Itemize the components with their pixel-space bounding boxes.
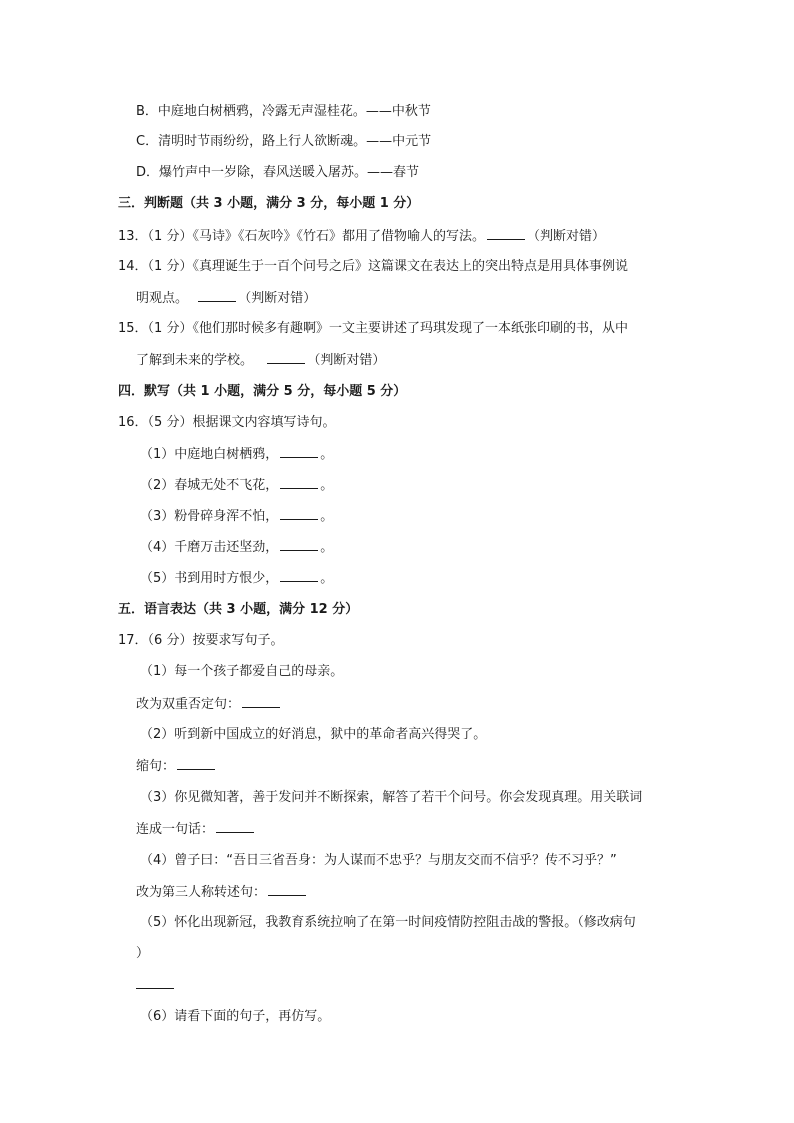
- question-15-suffix: （判断对错）: [307, 353, 386, 368]
- task-label: 改为第三人称转述句：: [136, 885, 267, 900]
- poem-item-5: [140, 569, 333, 588]
- option-b: B．中庭地白树栖鸦，冷露无声湿桂花。——中秋节: [136, 104, 431, 119]
- sentence-5-answer: [136, 976, 176, 995]
- poem-item-4: [140, 538, 333, 557]
- sentence-5-line-1: （5）怀化出现新冠，我教育系统拉响了在第一时间疫情防控阻击战的警报。（修改病句: [140, 915, 636, 930]
- question-15-text: 了解到未来的学校。: [136, 353, 254, 368]
- question-16: 16．（5 分）根据课文内容填写诗句。: [118, 415, 336, 430]
- question-13-text: 13．（1 分）《马诗》《石灰吟》《竹石》都用了借物喻人的写法。: [118, 229, 485, 244]
- option-c: C．清明时节雨纷纷，路上行人欲断魂。——中元节: [136, 134, 432, 149]
- sentence-2: （2）听到新中国成立的好消息，狱中的革命者高兴得哭了。: [140, 727, 487, 742]
- answer-blank: [280, 538, 318, 551]
- section-4-heading: 四．默写（共 1 小题，满分 5 分，每小题 5 分）: [118, 384, 407, 399]
- answer-blank: [268, 883, 306, 896]
- answer-blank: [267, 351, 305, 364]
- question-17: 17．（6 分）按要求写句子。: [118, 633, 284, 648]
- poem-item-end: 。: [320, 571, 334, 586]
- answer-blank: [280, 569, 318, 582]
- sentence-6: （6）请看下面的句子，再仿写。: [140, 1009, 331, 1024]
- poem-item-text: （2）春城无处不飞花，: [140, 478, 279, 493]
- poem-item-end: 。: [320, 509, 334, 524]
- poem-item-end: 。: [320, 478, 334, 493]
- answer-blank: [216, 820, 254, 833]
- poem-item-text: （4）千磨万击还坚劲，: [140, 540, 279, 555]
- answer-blank: [280, 507, 318, 520]
- poem-item-end: 。: [320, 447, 334, 462]
- poem-item-end: 。: [320, 540, 334, 555]
- answer-blank: [487, 227, 525, 240]
- task-label: 连成一句话：: [136, 822, 215, 837]
- poem-item-1: [140, 445, 333, 464]
- poem-item-text: （1）中庭地白树栖鸦，: [140, 447, 279, 462]
- question-13: [118, 227, 605, 246]
- answer-blank: [280, 476, 318, 489]
- sentence-5-line-2: ）: [136, 946, 150, 961]
- sentence-4-task: [136, 883, 308, 902]
- task-label: 改为双重否定句：: [136, 697, 241, 712]
- question-15-line-1: 15．（1 分）《他们那时候多有趣啊》一文主要讲述了玛琪发现了一本纸张印刷的书，从中: [118, 321, 628, 336]
- question-14-line-1: 14．（1 分）《真理诞生于一百个问号之后》这篇课文在表达上的突出特点是用具体事例说: [118, 259, 628, 274]
- question-14-line-2: [136, 289, 316, 308]
- answer-blank: [242, 695, 280, 708]
- sentence-3-line-1: （3）你见微知著，善于发问并不断探索，解答了若干个问号。你会发现真理。用关联词: [140, 790, 643, 805]
- question-15-line-2: [136, 351, 385, 370]
- question-14-suffix: （判断对错）: [238, 291, 317, 306]
- poem-item-text: （5）书到用时方恨少，: [140, 571, 279, 586]
- sentence-1-task: [136, 695, 282, 714]
- poem-item-3: [140, 507, 333, 526]
- poem-item-2: [140, 476, 333, 495]
- section-5-heading: 五．语言表达（共 3 小题，满分 12 分）: [118, 602, 359, 617]
- answer-blank: [280, 445, 318, 458]
- answer-blank: [177, 757, 215, 770]
- poem-item-text: （3）粉骨碎身浑不怕，: [140, 509, 279, 524]
- sentence-1: （1）每一个孩子都爱自己的母亲。: [140, 664, 344, 679]
- sentence-4: （4）曾子曰：“吾日三省吾身：为人谋而不忠乎？与朋友交而不信乎？传不习乎？”: [140, 853, 617, 868]
- question-13-suffix: （判断对错）: [526, 229, 605, 244]
- question-14-text: 明观点。: [136, 291, 189, 306]
- answer-blank: [198, 289, 236, 302]
- answer-blank: [136, 976, 174, 989]
- option-d: D．爆竹声中一岁除，春风送暖入屠苏。——春节: [136, 165, 420, 180]
- task-label: 缩句：: [136, 759, 176, 774]
- section-3-heading: 三．判断题（共 3 小题，满分 3 分，每小题 1 分）: [118, 196, 420, 211]
- sentence-3-line-2: [136, 820, 256, 839]
- sentence-2-task: [136, 757, 217, 776]
